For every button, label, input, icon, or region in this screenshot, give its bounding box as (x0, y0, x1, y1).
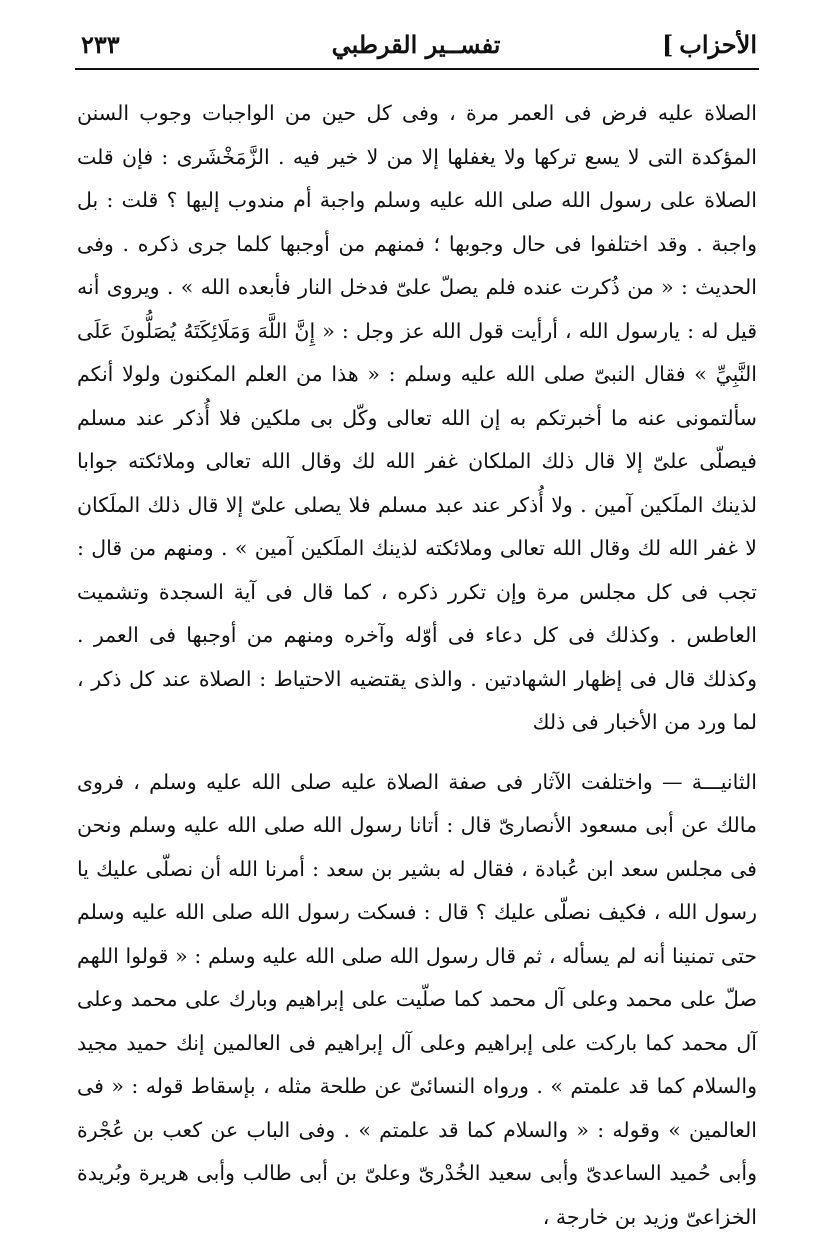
section-bracket: ] (662, 30, 673, 59)
section-label: الأحزاب (679, 30, 757, 59)
book-title: تفســير القرطبي (75, 30, 757, 59)
paragraph-first: الصلاة عليه فرض فى العمر مرة ، وفى كل حين من الواجبات وجوب السنن المؤكدة التى لا يسع تركها ولا يغفلها إلا من لا خير فيه . الزَّمَخْشَرى : فإن قلت الصلاة على رسول الله صلى الله عليه وسلم واجبة أم مندوب إليها ؟ قلت : بل واجبة . وقد اختلفوا فى حال وجوبها ؛ فمنهم من أوجبها كلما جرى ذكره . وفى الحديث : « من ذُكرت عنده فلم يصلّ علىّ فدخل النار فأبعده الله » . ويروى أنه قيل له : يارسول الله ، أرأيت قول الله عز وجل : « إِنَّ اللَّهَ وَمَلَائِكَتَهُ يُصَلُّونَ عَلَى النَّبِيِّ » فقال النبىّ صلى الله عليه وسلم : « هذا من العلم المكنون ولولا أنكم سألتمونى عنه ما أخبرتكم به إن الله تعالى وكّل بى ملكين فلا أُذكر عند مسلم فيصلّى علىّ إلا قال ذلك الملكان غفر الله لك وقال الله تعالى وملائكته جوابا لذينك الملَكين آمين . ولا أُذكر عند عبد مسلم فلا يصلى علىّ إلا قال ذلك الملَكان لا غفر الله لك وقال الله تعالى وملائكته لذينك الملَكين آمين » . ومنهم من قال : تجب فى كل مجلس مرة وإن تكرر ذكره ، كما قال فى آية السجدة وتشميت العاطس . وكذلك فى كل دعاء فى أوّله وآخره ومنهم من أوجبها فى العمر . وكذلك قال فى إظهار الشهادتين . والذى يقتضيه الاحتياط : الصلاة عند كل ذكر ، لما ورد من الأخبار فى ذلك (77, 92, 757, 745)
running-head (75, 22, 757, 68)
page-number: ٢٣٣ (81, 30, 120, 59)
body-text (77, 92, 757, 1239)
paragraph-second: الثانيـــة — واختلفت الآثار فى صفة الصلاة عليه صلى الله عليه وسلم ، فروى مالك عن أبى مسعود الأنصارىّ قال : أتانا رسول الله صلى الله عليه وسلم ونحن فى مجلس سعد ابن عُبادة ، فقال له بشير بن سعد : أمرنا الله أن نصلّى عليك يا رسول الله ، فكيف نصلّى عليك ؟ قال : فسكت رسول الله صلى الله عليه وسلم حتى تمنينا أنه لم يسأله ، ثم قال رسول الله صلى الله عليه وسلم : « قولوا اللهم صلّ على محمد وعلى آل محمد كما صلّيت على إبراهيم وبارك على محمد وعلى آل محمد كما باركت على إبراهيم وعلى آل إبراهيم فى العالمين إنك حميد مجيد والسلام كما قد علمتم » . ورواه النسائىّ عن طلحة مثله ، بإسقاط قوله : « فى العالمين » وقوله : « والسلام كما قد علمتم » . وفى الباب عن كعب بن عُجْرة وأبى حُميد الساعدىّ وأبى سعيد الخُدْرىّ وعلىّ بن أبى طالب وأبى هريرة وبُريدة الخزاعىّ وزيد بن خارجة ، (77, 761, 757, 1239)
header-rule (75, 68, 759, 70)
